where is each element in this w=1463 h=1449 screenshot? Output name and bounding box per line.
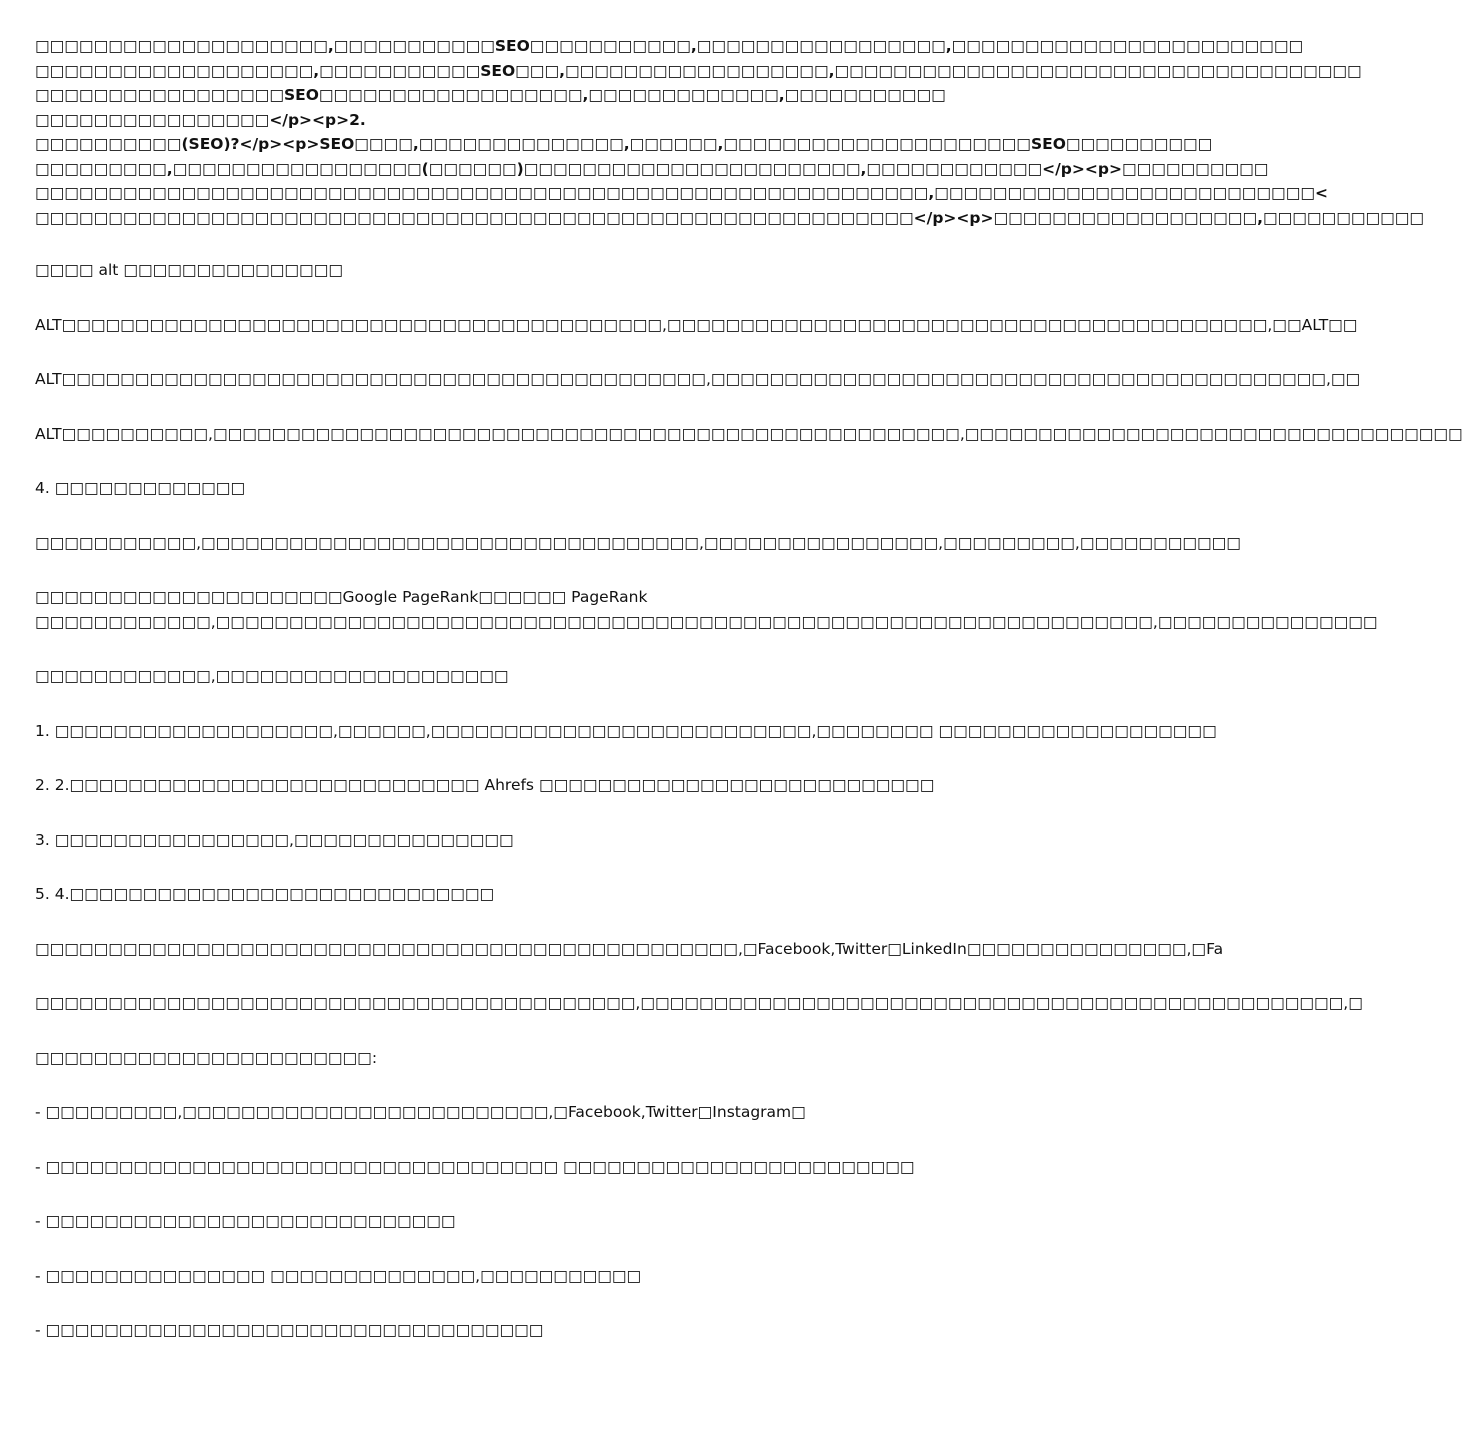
lead-line: □□□□□□□□□□□□□□□□□□□□□□□□□□□□□□□□□□□□□□□□□□□□□□□□□□□□□□□□□□□□</p><p>□□□□□□□□□□□□□□□□□□,□□□□□□□□□□□ bbox=[35, 208, 1425, 227]
lead-line: □□□□□□□□□,□□□□□□□□□□□□□□□□□(□□□□□□)□□□□□□□□□□□□□□□□□□□□□□□,□□□□□□□□□□□□</p><p>□□□□□□□□□□ bbox=[35, 159, 1269, 178]
section-heading-5: 5. 4.□□□□□□□□□□□□□□□□□□□□□□□□□□□□□ bbox=[35, 885, 495, 903]
lead-line: □□□□□□□□□□□□□□□□□□□,□□□□□□□□□□□SEO□□□,□□□□□□□□□□□□□□□□□□,□□□□□□□□□□□□□□□□□□□□□□□□□□□□□□□□□□□□ bbox=[35, 61, 1362, 80]
bullet-item: - □□□□□□□□□□□□□□□ □□□□□□□□□□□□□□,□□□□□□□□□□□ bbox=[35, 1266, 642, 1285]
lead-text-block bbox=[35, 34, 1425, 230]
paragraph-social-1: □□□□□□□□□□□□□□□□□□□□□□□□□□□□□□□□□□□□□□□□□□□□□□□□,□Facebook,Twitter□LinkedIn□□□□□□□□□□□□□□□,□Fa bbox=[35, 939, 1224, 958]
lead-line: □□□□□□□□□□□□□□□□□SEO□□□□□□□□□□□□□□□□□□,□□□□□□□□□□□□□,□□□□□□□□□□□ bbox=[35, 86, 946, 104]
bullet-item: - □□□□□□□□□□□□□□□□□□□□□□□□□□□□□□□□□□ bbox=[35, 1321, 544, 1339]
pagerank-line-2: □□□□□□□□□□□□,□□□□□□□□□□□□□□□□□□□□□□□□□□□□□□□□□□□□□□□□□□□□□□□□□□□□□□□□□□□□□□□□,□□□□□□□□□□□□□□□ bbox=[35, 612, 1378, 631]
paragraph-social-intro: □□□□□□□□□□□□□□□□□□□□□□□: bbox=[35, 1048, 378, 1067]
paragraph-alt-2: ALT□□□□□□□□□□□□□□□□□□□□□□□□□□□□□□□□□□□□□□□□□□□□,□□□□□□□□□□□□□□□□□□□□□□□□□□□□□□□□□□□□□□□□□□,□□ bbox=[35, 370, 1361, 388]
bullet-item: - □□□□□□□□□,□□□□□□□□□□□□□□□□□□□□□□□□□,□Facebook,Twitter□Instagram□ bbox=[35, 1103, 806, 1121]
paragraph-alt-heading: □□□□ alt □□□□□□□□□□□□□□□ bbox=[35, 261, 343, 279]
pagerank-line-1: □□□□□□□□□□□□□□□□□□□□□Google PageRank□□□□□□ PageRank bbox=[35, 588, 648, 606]
lead-line: □□□□□□□□□□□□□□□□□□□□,□□□□□□□□□□□SEO□□□□□□□□□□□,□□□□□□□□□□□□□□□□□,□□□□□□□□□□□□□□□□□□□□□□□□ bbox=[35, 37, 1304, 55]
paragraph-alt-1: ALT□□□□□□□□□□□□□□□□□□□□□□□□□□□□□□□□□□□□□□□□□,□□□□□□□□□□□□□□□□□□□□□□□□□□□□□□□□□□□□□□□□□,□□ALT□□ bbox=[35, 315, 1358, 334]
list-item-3: 3. □□□□□□□□□□□□□□□□,□□□□□□□□□□□□□□□ bbox=[35, 830, 514, 849]
paragraph-links: □□□□□□□□□□□,□□□□□□□□□□□□□□□□□□□□□□□□□□□□□□□□□□,□□□□□□□□□□□□□□□□,□□□□□□□□□,□□□□□□□□□□□ bbox=[35, 533, 1241, 552]
list-item-1: 1. □□□□□□□□□□□□□□□□□□□,□□□□□□,□□□□□□□□□□□□□□□□□□□□□□□□□□,□□□□□□□□ □□□□□□□□□□□□□□□□□□□ bbox=[35, 721, 1217, 740]
paragraph-list-intro: □□□□□□□□□□□□,□□□□□□□□□□□□□□□□□□□□ bbox=[35, 667, 509, 685]
document-page bbox=[35, 34, 1463, 1343]
bullet-item: - □□□□□□□□□□□□□□□□□□□□□□□□□□□□□□□□□□□ □□□□□□□□□□□□□□□□□□□□□□□□ bbox=[35, 1157, 915, 1176]
paragraph-alt-3: ALT□□□□□□□□□□,□□□□□□□□□□□□□□□□□□□□□□□□□□□□□□□□□□□□□□□□□□□□□□□□□□□,□□□□□□□□□□□□□□□□□□□□□□□□□□□□□□□□□□ bbox=[35, 424, 1463, 443]
paragraph-social-2: □□□□□□□□□□□□□□□□□□□□□□□□□□□□□□□□□□□□□□□□□,□□□□□□□□□□□□□□□□□□□□□□□□□□□□□□□□□□□□□□□□□□□□□□□□,□ bbox=[35, 994, 1363, 1012]
list-item-2: 2. 2.□□□□□□□□□□□□□□□□□□□□□□□□□□□□ Ahrefs □□□□□□□□□□□□□□□□□□□□□□□□□□□ bbox=[35, 776, 935, 794]
lead-line: □□□□□□□□□□□□□□□□</p><p>2. bbox=[35, 110, 366, 129]
section-heading-4: 4. □□□□□□□□□□□□□ bbox=[35, 479, 246, 497]
bullet-item: - □□□□□□□□□□□□□□□□□□□□□□□□□□□□ bbox=[35, 1212, 456, 1230]
lead-line: □□□□□□□□□□□□□□□□□□□□□□□□□□□□□□□□□□□□□□□□□□□□□□□□□□□□□□□□□□□□□,□□□□□□□□□□□□□□□□□□□□□□□□□□< bbox=[35, 184, 1328, 202]
lead-line: □□□□□□□□□□(SEO)?</p><p>SEO□□□□,□□□□□□□□□□□□□□,□□□□□□,□□□□□□□□□□□□□□□□□□□□□SEO□□□□□□□□□□ bbox=[35, 135, 1213, 153]
